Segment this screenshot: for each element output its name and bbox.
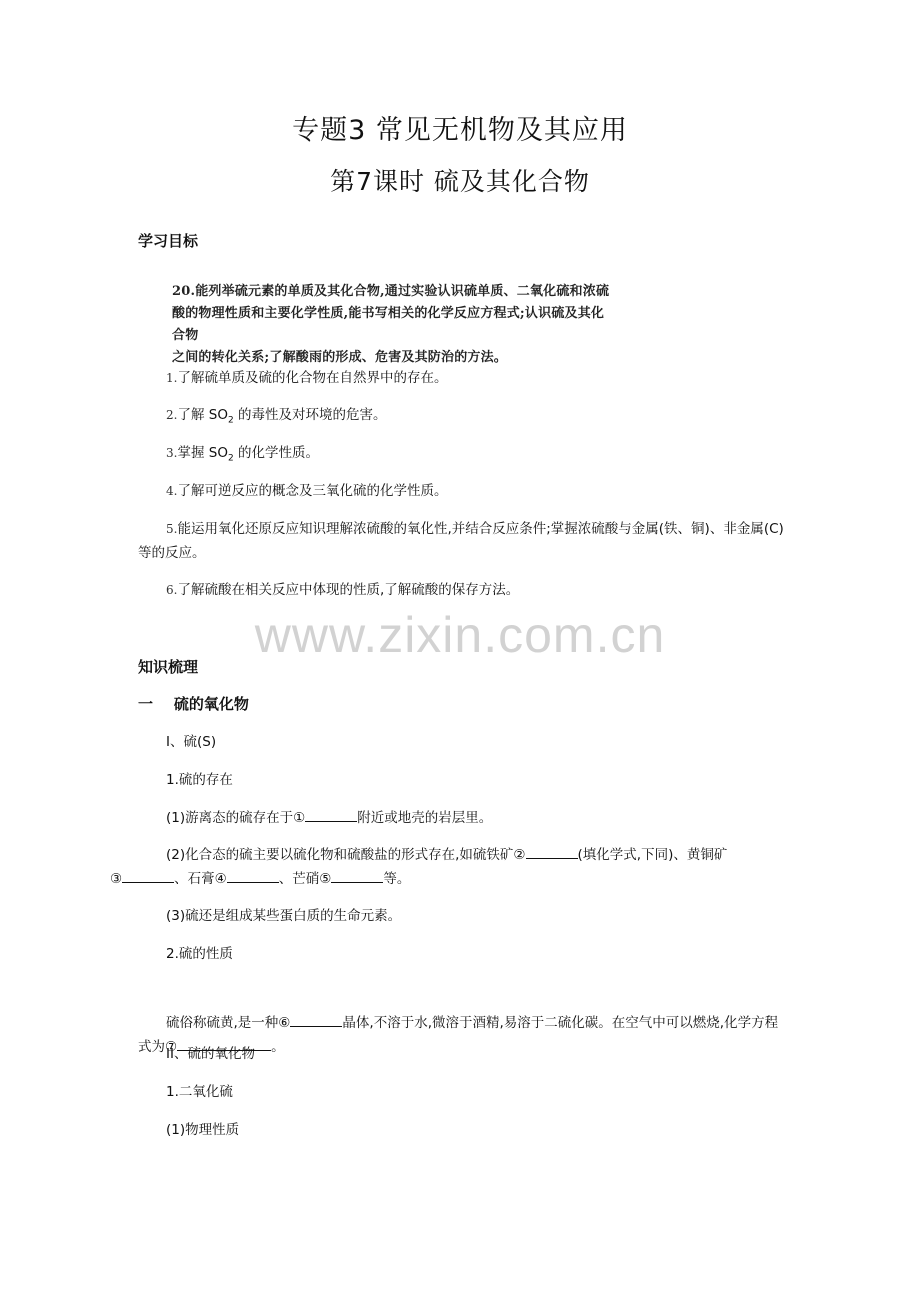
subheading: 1.二氧化硫 <box>166 1084 233 1100</box>
goal-number: 4. <box>166 484 178 498</box>
goal-number: 3. <box>166 446 178 460</box>
goal-item <box>138 403 788 433</box>
goal-item <box>138 479 788 503</box>
part-heading: II、硫的氧化物 <box>166 1046 255 1062</box>
text: (2)化合态的硫主要以硫化物和硫酸盐的形式存在,如硫铁矿② <box>166 847 526 863</box>
subscript: 2 <box>227 453 234 464</box>
subheading: 1.硫的存在 <box>166 772 233 788</box>
lesson-title: 第7课时 硫及其化合物 <box>330 167 590 196</box>
goal-text: 了解可逆反应的概念及三氧化硫的化学性质。 <box>177 483 448 499</box>
goal-number: 5. <box>166 522 178 536</box>
goal-text: 的毒性及对环境的危害。 <box>233 407 387 423</box>
goal-text: 了解硫酸在相关反应中体现的性质,了解硫酸的保存方法。 <box>177 582 520 598</box>
text: (1)游离态的硫存在于① <box>166 810 306 826</box>
knowledge-heading: 知识梳理 <box>138 658 199 676</box>
text: 、石膏④ <box>174 871 227 887</box>
subheading: 2.硫的性质 <box>166 946 233 962</box>
goal-text: 了解硫单质及硫的化合物在自然界中的存在。 <box>177 370 448 386</box>
goal-item <box>138 517 788 565</box>
excerpt-line: 20.能列举硫元素的单质及其化合物,通过实验认识硫单质、二氧化硫和浓硫 <box>172 284 610 299</box>
text: 硫俗称硫黄,是一种⑥ <box>166 1015 291 1031</box>
text: 附近或地壳的岩层里。 <box>357 810 493 826</box>
text: 。 <box>271 1039 285 1055</box>
text: 晶体,不溶于水,微溶于酒精,易溶于二硫化碳。在空气中可以燃烧,化学方程式为⑦ <box>138 1015 779 1055</box>
goal-number: 2. <box>166 408 178 422</box>
fill-blank[interactable] <box>526 844 578 859</box>
text: (填化学式,下同)、黄铜矿 <box>577 847 728 863</box>
text: 、芒硝⑤ <box>278 871 332 887</box>
goal-text: 的化学性质。 <box>233 445 319 461</box>
paragraph <box>110 843 788 891</box>
excerpt-line: 之间的转化关系;了解酸雨的形成、危害及其防治的方法。 <box>172 350 507 365</box>
paragraph: (3)硫还是组成某些蛋白质的生命元素。 <box>166 908 402 924</box>
goal-item <box>138 366 788 390</box>
goal-number: 6. <box>166 583 178 597</box>
goal-item <box>138 578 788 602</box>
goal-text: 掌握 SO <box>177 445 228 461</box>
part-heading: I、硫(S) <box>166 734 217 750</box>
text: 等。 <box>383 871 411 887</box>
subheading: (1)物理性质 <box>166 1122 240 1138</box>
curriculum-standard-excerpt <box>172 281 612 369</box>
fill-blank[interactable] <box>305 807 357 822</box>
fill-blank[interactable] <box>227 868 279 883</box>
watermark: www.zixin.com.cn <box>254 607 666 663</box>
goals-heading: 学习目标 <box>138 232 199 250</box>
paragraph <box>138 806 788 830</box>
section-heading: 一 硫的氧化物 <box>138 695 249 713</box>
fill-blank[interactable] <box>122 868 174 883</box>
document-title: 专题3 常见无机物及其应用 <box>292 115 628 146</box>
text: ③ <box>110 871 123 887</box>
goal-text: 能运用氧化还原反应知识理解浓硫酸的氧化性,并结合反应条件;掌握浓硫酸与金属(铁、铜)、非金属(C)等的反应。 <box>138 521 784 561</box>
goal-item <box>138 441 788 471</box>
goal-number: 1. <box>166 371 178 385</box>
fill-blank[interactable] <box>331 868 383 883</box>
fill-blank[interactable] <box>290 1012 342 1027</box>
subscript: 2 <box>227 415 234 426</box>
goal-text: 了解 SO <box>177 407 228 423</box>
excerpt-line: 酸的物理性质和主要化学性质,能书写相关的化学反应方程式;认识硫及其化合物 <box>172 306 605 343</box>
